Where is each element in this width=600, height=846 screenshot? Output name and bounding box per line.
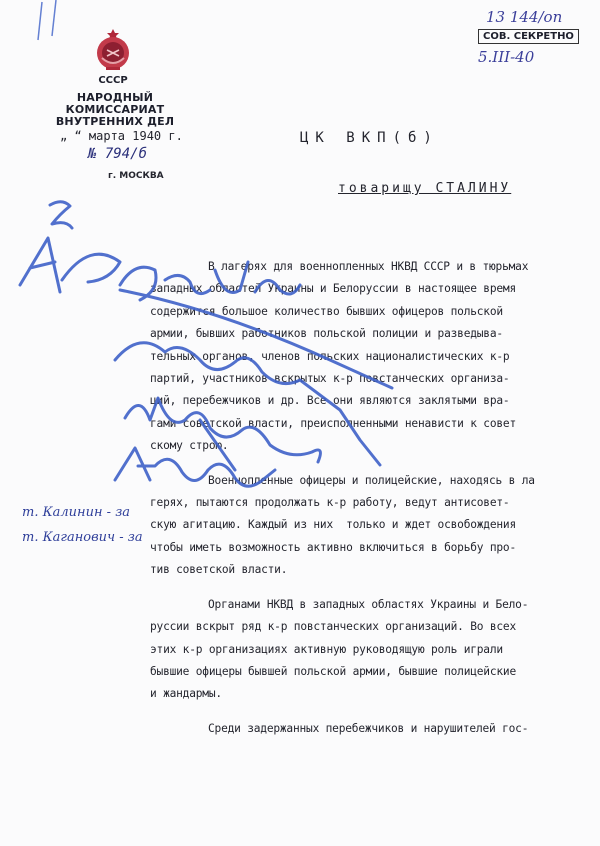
handwritten-registration-date: 5.III-40 [478,48,535,66]
paragraph-gap [180,458,590,470]
body-line: скую агитацию. Каждый из них только и ждет освобождения [150,518,516,532]
body-line: скому строю. [150,439,229,453]
letterhead-commissariat [30,92,200,128]
body-line: Военнопленные офицеры и полицейские, находясь в ла [208,473,535,487]
classification-stamp: СОВ. СЕКРЕТНО [478,29,579,44]
body-line: Среди задержанных перебежчиков и нарушителей гос- [208,721,529,735]
paragraph-gap [180,706,590,718]
letterhead-city: г. МОСКВА [108,171,164,181]
body-line: тельных органов, членов польских националистических к-р [150,349,510,363]
body-line: тив советской власти. [150,563,288,577]
body-line: бывшие офицеры бывшей польской армии, бывшие полицейские [150,664,516,678]
body-line: западных областей Украины и Белоруссии в настоящее время [150,282,516,296]
body-line: руссии вскрыт ряд к-р повстанческих организаций. Во всех [150,620,516,634]
side-note-kaganovich: т. Каганович - за [22,530,143,545]
commissariat-line-1: НАРОДНЫЙ КОМИССАРИАТ [65,91,165,116]
letterhead-country: СССР [98,75,128,86]
addressee-organization: ЦК ВКП(б) [300,130,439,146]
side-note-kalinin: т. Калинин - за [22,505,131,520]
letter-body [150,256,590,740]
body-line: герях, пытаются продолжать к-р работу, ведут антисовет- [150,496,510,510]
letter-date: „ “ марта 1940 г. [60,129,183,143]
body-line: чтобы иметь возможность активно включиться в борьбу про- [150,540,516,554]
body-line: гами советской власти, преисполненными ненависти к совет [150,416,516,430]
body-line: партий, участников вскрытых к-р повстанческих организа- [150,372,510,386]
document-number: № 794/б [88,146,148,162]
addressee-recipient: товарищу СТАЛИНУ [338,181,512,196]
body-line: армии, бывших работников польской полиции и разведыва- [150,327,503,341]
body-line: ций, перебежчиков и др. Все они являются заклятыми вра- [150,394,510,408]
body-line: и жандармы. [150,687,222,701]
paragraph-gap [180,582,590,594]
body-line: этих к-р организациях активную руководящую роль играли [150,642,503,656]
body-line: содержится большое количество бывших офицеров польской [150,304,503,318]
ussr-emblem-icon [92,28,134,72]
handwritten-registration-number: 13 144/оп [486,8,563,26]
commissariat-line-2: ВНУТРЕННИХ ДЕЛ [55,115,175,128]
body-line: В лагерях для военнопленных НКВД СССР и в тюрьмах [208,260,529,273]
body-line: Органами НКВД в западных областях Украины и Бело- [208,597,529,611]
